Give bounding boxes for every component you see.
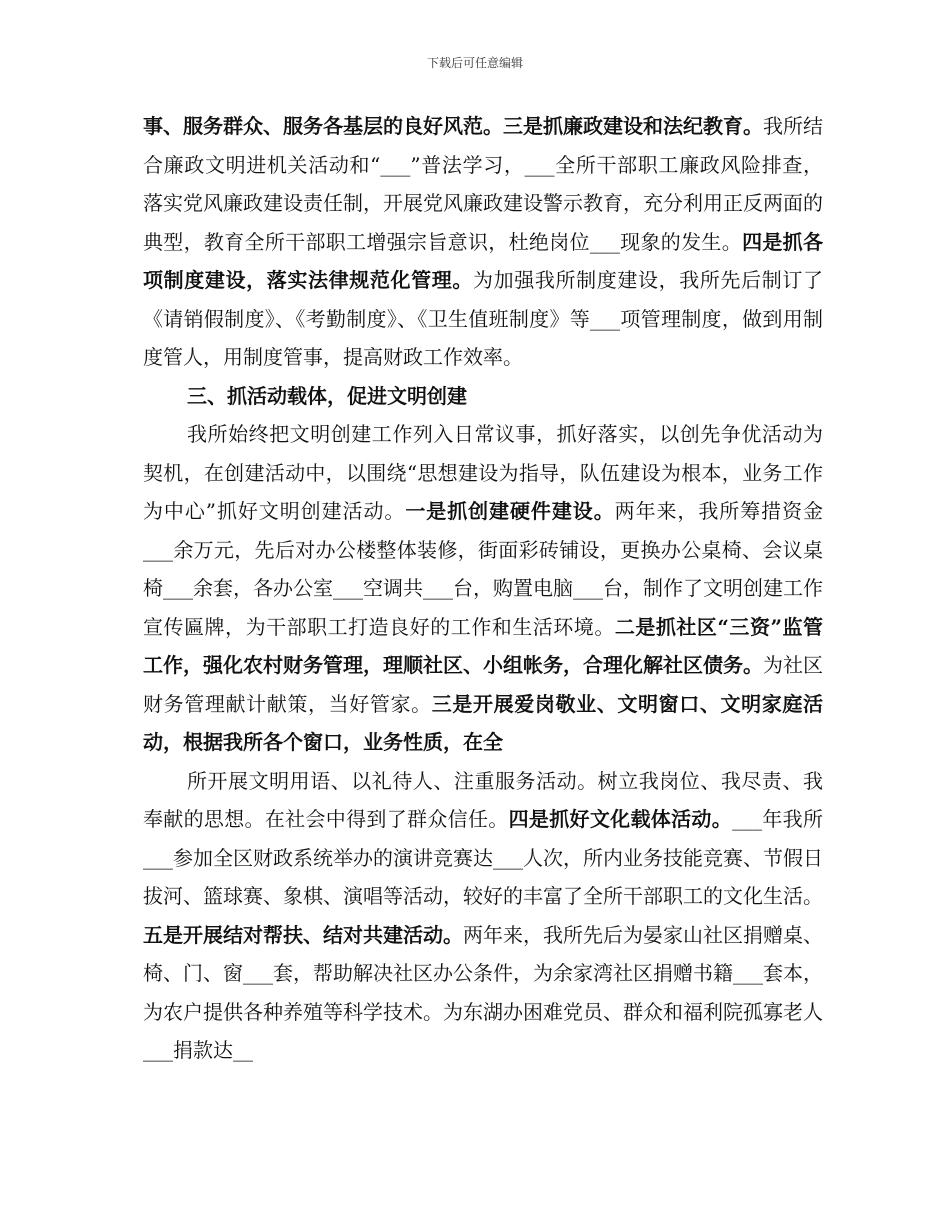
text-run: 为加强我所制度建设，我所先后制订了《请销假制度》、《考勤制度》、《卫生值班制度》等___项管理制度，做到用制度管人，用制度管事，提高财政工作效率。: [143, 268, 823, 369]
bold-text-run: 事、服务群众、服务各基层的良好风范。: [143, 114, 503, 138]
page-header: 下载后可任意编辑: [426, 56, 523, 70]
text-run: 我所始终把文明创建工作列入日常议事，抓好落实，以创先争优活动为契机，在创建活动中，以围绕“思想建设为指导，队伍建设为根本，业务工作为中心”抓好文明创建活动。: [143, 422, 823, 523]
text-run: 两年来，我所筹措资金___余万元，先后对办公楼整体装修，街面彩砖铺设，更换办公桌椅、会议桌椅___余套，各办公室___空调共___台，购置电脑___台，制作了文明创建工作宣传匾牌，为干部职工打造良好的工作和生活环境。: [143, 499, 824, 639]
document-body: [143, 107, 823, 1070]
bold-text-run: 三、抓活动载体，促进文明创建: [187, 383, 467, 408]
bold-text-run: 三是开展爱岗敬业、文明窗口、文明家庭活动，根据我所各个窗口，业务性质，在全: [143, 691, 823, 754]
bold-text-run: 一是抓创建硬件建设。: [405, 499, 615, 523]
paragraph: [143, 415, 823, 762]
text-run: 我所结合廉政文明进机关活动和“___”普法学习，___全所干部职工廉政风险排查，落实党风廉政建设责任制，开展党风廉政建设警示教育，充分利用正反两面的典型，教育全所干部职工增强宗旨意识，杜绝岗位___现象的发生。: [143, 114, 823, 254]
bold-text-run: 四是抓好文化载体活动。: [508, 807, 733, 831]
bold-text-run: 四是抓各项制度建设，落实法律规范化管理。: [143, 229, 823, 292]
bold-text-run: 五是开展结对帮扶、结对共建活动。: [143, 922, 463, 947]
paragraph: [143, 107, 823, 377]
text-run: ___年我所___参加全区财政系统举办的演讲竞赛达___人次，所内业务技能竞赛、节假日拔河、篮球赛、象棋、演唱等活动，较好的丰富了全所干部职工的文化生活。: [143, 807, 823, 908]
text-run: 为社区财务管理献计献策，当好管家。: [143, 653, 823, 716]
section-heading: [143, 377, 823, 416]
bold-text-run: 二是抓社区“三资”监管工作，强化农村财务管理，理顺社区、小组帐务，合理化解社区债务。: [143, 614, 823, 677]
paragraph: [143, 762, 823, 1070]
bold-text-run: 三是抓廉政建设和法纪教育。: [503, 114, 763, 138]
text-run: 所开展文明用语、以礼待人、注重服务活动。树立我岗位、我尽责、我奉献的思想。在社会中得到了群众信任。: [143, 768, 823, 831]
text-run: 两年来，我所先后为晏家山社区捐赠桌、椅、门、窗___套，帮助解决社区办公条件，为余家湾社区捐赠书籍___套本，为农户提供各种养殖等科学技术。为东湖办困难党员、群众和福利院孤寡老人___捐款达__: [143, 922, 823, 1062]
